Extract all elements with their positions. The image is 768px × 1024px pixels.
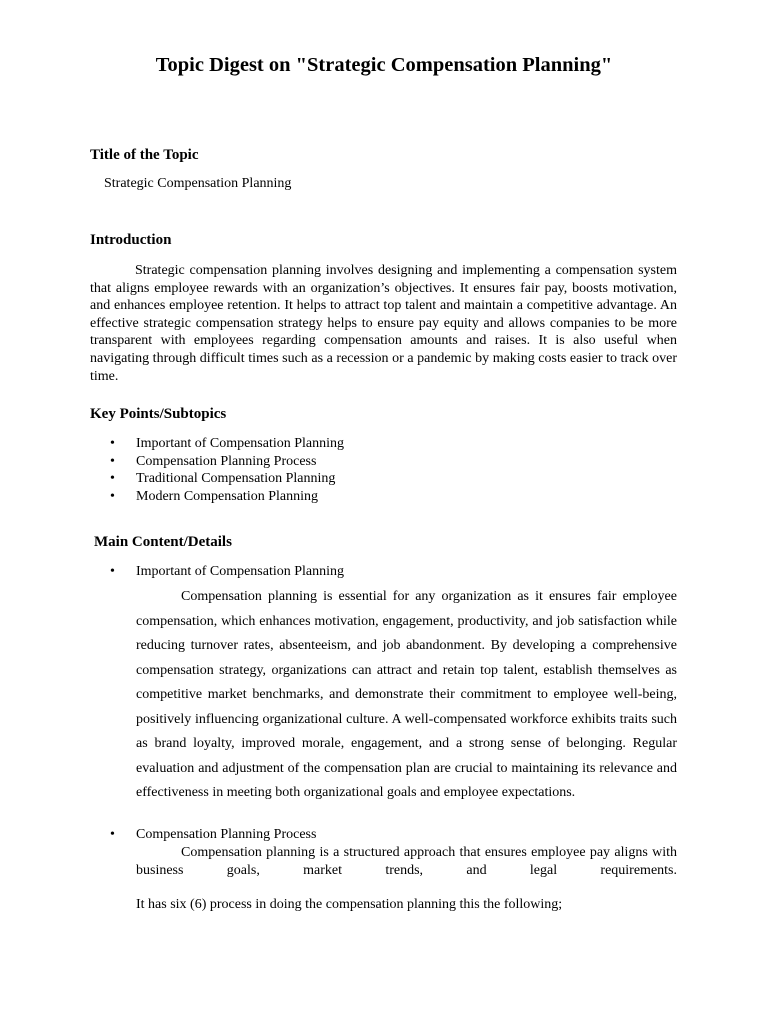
key-points-list — [110, 435, 344, 505]
bullet-icon: • — [110, 436, 115, 451]
bullet-icon: • — [110, 471, 115, 486]
key-point-label: Modern Compensation Planning — [136, 488, 318, 504]
main-content-item — [110, 564, 344, 580]
importance-paragraph: Compensation planning is essential for any organization as it ensures fair employee compensation, which enhances motivation, engagement, productivity, and job satisfaction while reducing turnover rates, absenteeism, and job abandonment. By developing a comprehensive compensation strategy, organizations can attract and retain top talent, establish themselves as competitive market benchmarks, and demonstrate their commitment to employee well-being, positively influencing organizational culture. A well-compensated workforce exhibits traits such as brand loyalty, improved morale, engagement, and a strong sense of belonging. Regular evaluation and adjustment of the compensation plan are crucial to maintaining its relevance and effectiveness in meeting both organizational goals and employee expectations. — [136, 589, 677, 800]
key-points-heading: Key Points/Subtopics — [90, 406, 227, 422]
process-paragraph: Compensation planning is a structured approach that ensures employee pay aligns with business goals, market trends, and legal requirements. — [136, 845, 677, 878]
bullet-icon: • — [110, 453, 115, 469]
key-point-label: Compensation Planning Process — [136, 453, 317, 469]
bullet-icon: • — [110, 827, 115, 842]
bullet-icon: • — [110, 488, 115, 504]
introduction-heading: Introduction — [90, 232, 172, 248]
title-of-topic-heading: Title of the Topic — [90, 147, 199, 163]
topic-title-value: Strategic Compensation Planning — [104, 176, 292, 191]
list-item — [110, 488, 344, 506]
process-followup-line: It has six (6) process in doing the compensation planning this the following; — [136, 897, 563, 912]
page-title: Topic Digest on "Strategic Compensation Planning" — [155, 54, 613, 76]
list-item — [110, 453, 344, 471]
main-content-item — [110, 827, 316, 843]
main-content-heading: Main Content/Details — [94, 534, 232, 550]
list-item — [110, 470, 344, 488]
key-point-label: Important of Compensation Planning — [136, 436, 345, 451]
bullet-icon: • — [110, 564, 115, 579]
main-item-label: Important of Compensation Planning — [136, 564, 345, 579]
introduction-paragraph: Strategic compensation planning involves designing and implementing a compensation system that aligns employee rewards with an organization’s objectives. It ensures fair pay, boosts motivation, and enhances employee retention. It helps to attract top talent and maintain a competitive advantage. An effective strategic compensation strategy helps to ensure pay equity and allows companies to be more transparent with employees regarding compensation amounts and raises. It is also useful when navigating through difficult times such as a recession or a pandemic by making costs easier to track over time. — [90, 263, 677, 384]
key-point-label: Traditional Compensation Planning — [136, 471, 336, 486]
list-item — [110, 435, 344, 453]
main-item-label: Compensation Planning Process — [136, 827, 317, 842]
